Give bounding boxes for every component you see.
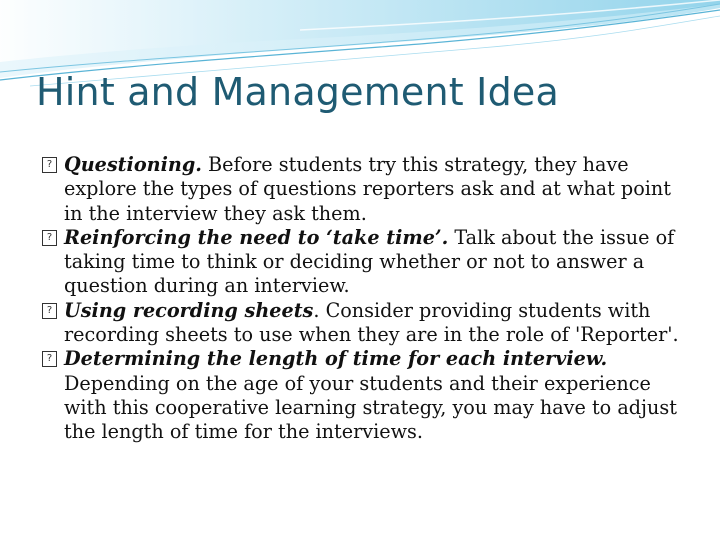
bullet-item	[40, 299, 690, 348]
bullet-text: Talk about the issue of taking time to think or deciding whether or not to answer a question during an interview.	[64, 225, 675, 298]
bullet-text: . Consider providing students with recording sheets to use when they are in the role of 'Reporter'.	[64, 298, 679, 347]
missing-glyph-icon: ?	[42, 230, 57, 246]
missing-glyph-icon: ?	[42, 351, 57, 367]
bullet-item	[40, 153, 690, 226]
missing-glyph-icon: ?	[42, 303, 57, 319]
bullet-list	[40, 153, 690, 445]
missing-glyph-icon: ?	[42, 157, 57, 173]
bullet-text: Depending on the age of your students and their experience with this cooperative learning strategy, you may have to adjust the length of time for the interviews.	[64, 371, 677, 444]
bullet-lead: Reinforcing the need to ‘take time’.	[64, 225, 449, 249]
bullet-lead: Determining the length of time for each interview.	[64, 347, 608, 371]
bullet-text: Before students try this strategy, they have explore the types of questions reporters ask and at what point in the interview they ask them.	[64, 153, 671, 225]
bullet-lead: Questioning.	[64, 153, 202, 176]
bullet-lead: Using recording sheets	[64, 298, 314, 322]
slide-title: Hint and Management Idea	[36, 70, 559, 114]
bullet-item	[40, 347, 690, 444]
bullet-item	[40, 226, 690, 299]
